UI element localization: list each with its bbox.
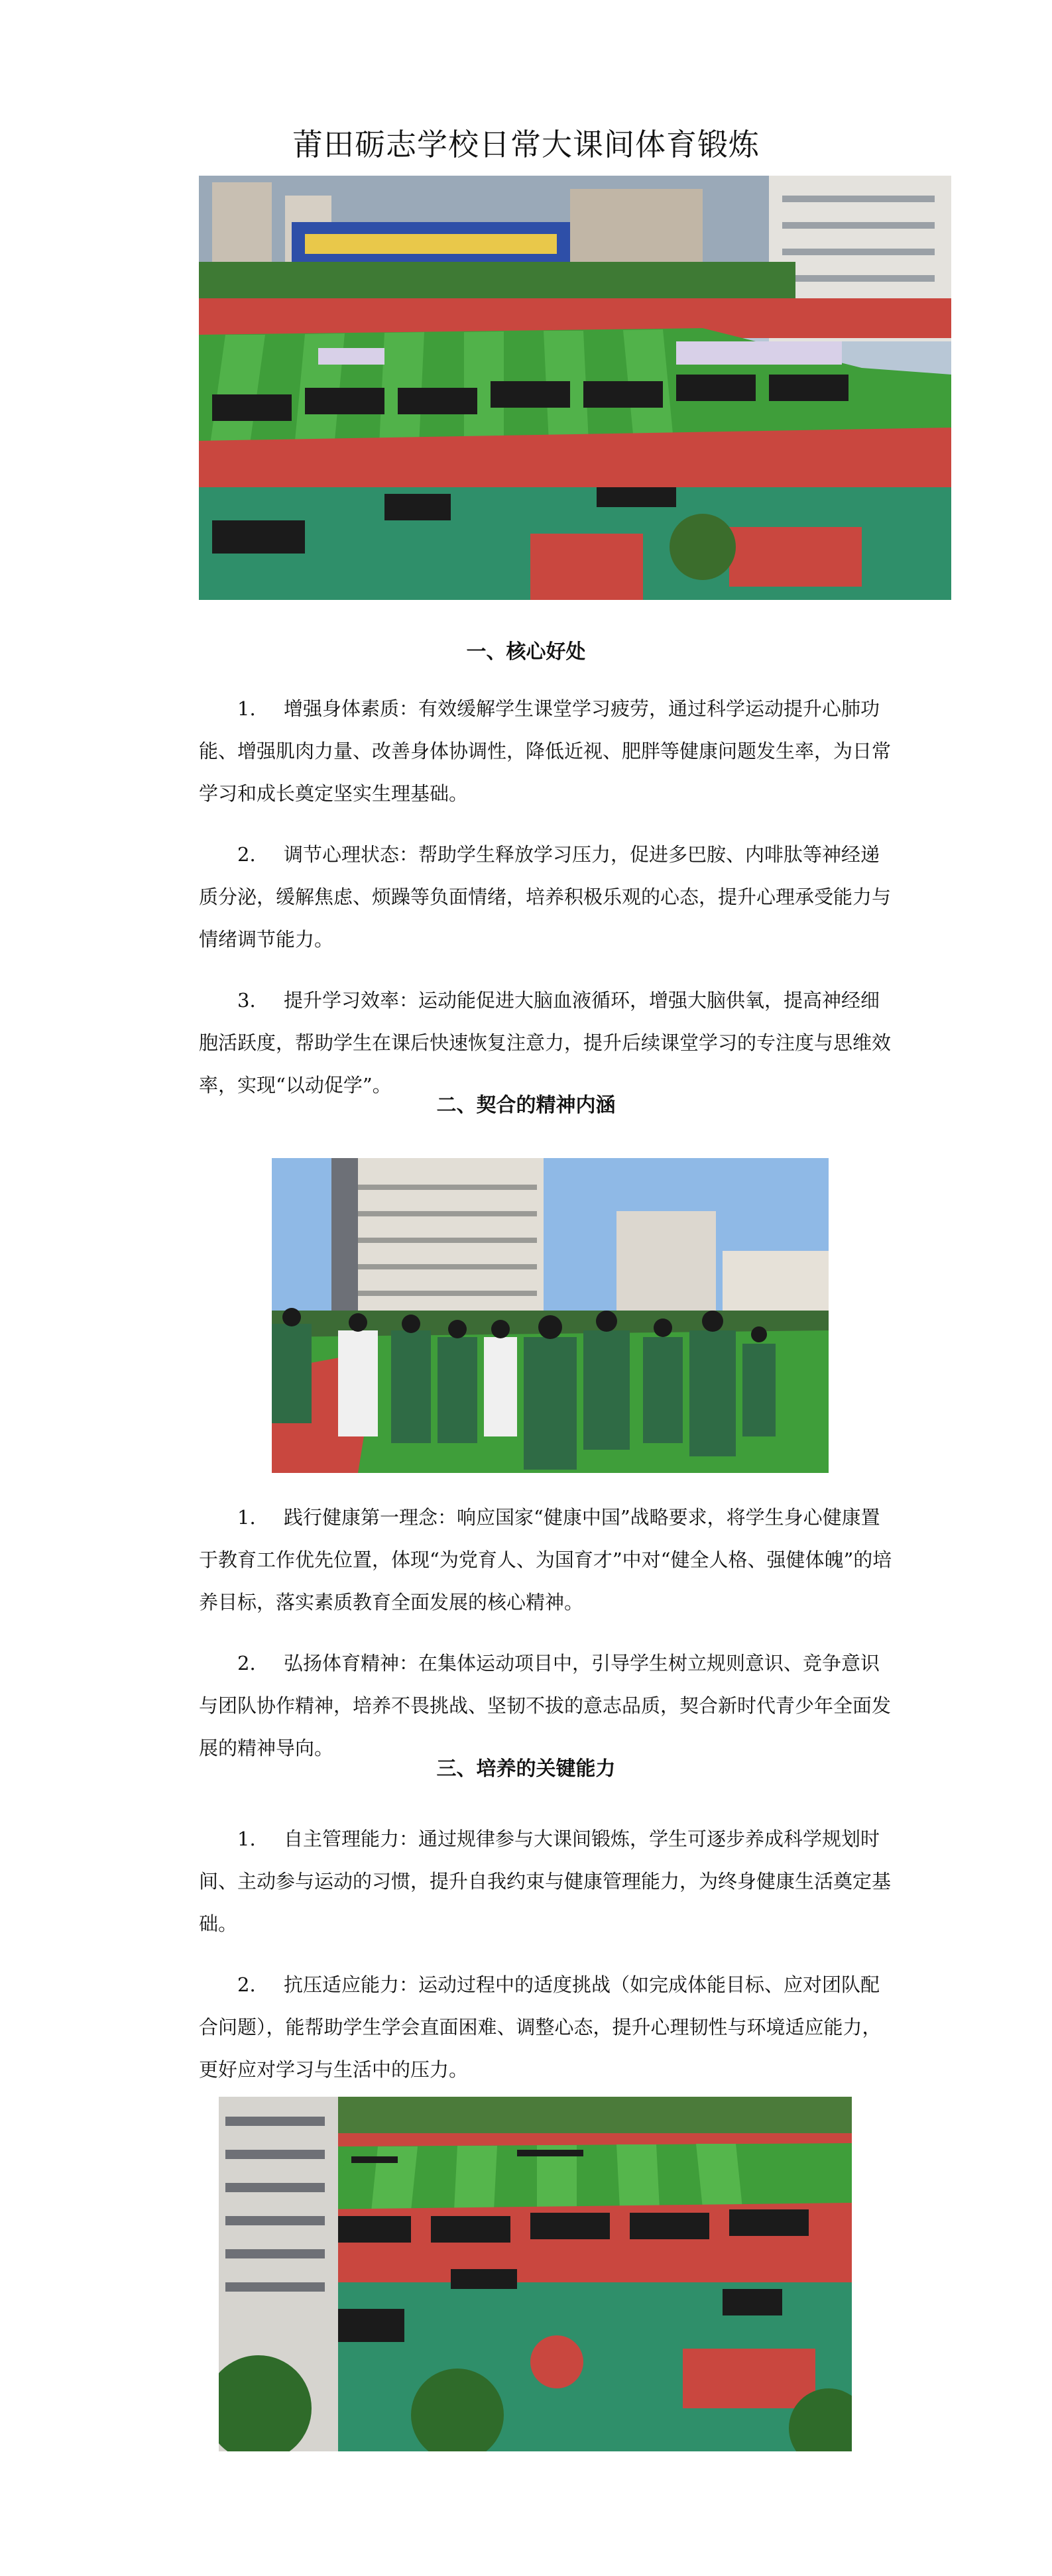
item-number: 1. (237, 697, 256, 720)
item-number: 1. (237, 1828, 256, 1850)
paragraph-1-1 (199, 687, 895, 815)
item-number: 3. (237, 989, 256, 1012)
page-title: 莆田砺志学校日常大课间体育锻炼 (292, 127, 760, 162)
item-number: 2. (237, 843, 256, 866)
paragraph-3-2 (199, 1963, 895, 2091)
item-text: 提升学习效率：运动能促进大脑血液循环，增强大脑供氧，提高神经细胞活跃度，帮助学生在课后快速恢复注意力，提升后续课堂学习的专注度与思维效率，实现“以动促学”。 (199, 989, 892, 1096)
paragraph-2-2 (199, 1642, 895, 1769)
photo-aerial-playground (199, 176, 951, 600)
item-number: 1. (237, 1506, 256, 1529)
item-text: 调节心理状态：帮助学生释放学习压力，促进多巴胺、内啡肽等神经递质分泌，缓解焦虑、烦躁等负面情绪，培养积极乐观的心态，提升心理承受能力与情绪调节能力。 (199, 843, 892, 951)
paragraph-3-1 (199, 1818, 895, 1945)
photo-aerial-exercise (219, 2097, 852, 2451)
item-text: 自主管理能力：通过规律参与大课间锻炼，学生可逐步养成科学规划时间、主动参与运动的习惯，提升自我约束与健康管理能力，为终身健康生活奠定基础。 (199, 1828, 892, 1935)
item-text: 践行健康第一理念：响应国家“健康中国”战略要求，将学生身心健康置于教育工作优先位置，体现“为党育人、为国育才”中对“健全人格、强健体魄”的培养目标，落实素质教育全面发展的核心精神。 (199, 1506, 892, 1613)
section-heading-3: 三、培养的关键能力 (436, 1757, 616, 1781)
item-text: 弘扬体育精神：在集体运动项目中，引导学生树立规则意识、竞争意识与团队协作精神，培养不畏挑战、坚韧不拔的意志品质，契合新时代青少年全面发展的精神导向。 (199, 1652, 892, 1759)
section-heading-2: 二、契合的精神内涵 (436, 1094, 616, 1117)
item-text: 增强身体素质：有效缓解学生课堂学习疲劳，通过科学运动提升心肺功能、增强肌肉力量、改善身体协调性，降低近视、肥胖等健康问题发生率，为日常学习和成长奠定坚实生理基础。 (199, 697, 892, 805)
section-heading-1: 一、核心好处 (466, 640, 586, 664)
item-number: 2. (237, 1652, 256, 1674)
paragraph-1-3 (199, 979, 895, 1106)
item-number: 2. (237, 1973, 256, 1996)
photo-students-group (272, 1158, 829, 1473)
item-text: 抗压适应能力：运动过程中的适度挑战（如完成体能目标、应对团队配合问题），能帮助学生学会直面困难、调整心态，提升心理韧性与环境适应能力，更好应对学习与生活中的压力。 (199, 1973, 882, 2081)
paragraph-1-2 (199, 833, 895, 961)
paragraph-2-1 (199, 1496, 895, 1623)
